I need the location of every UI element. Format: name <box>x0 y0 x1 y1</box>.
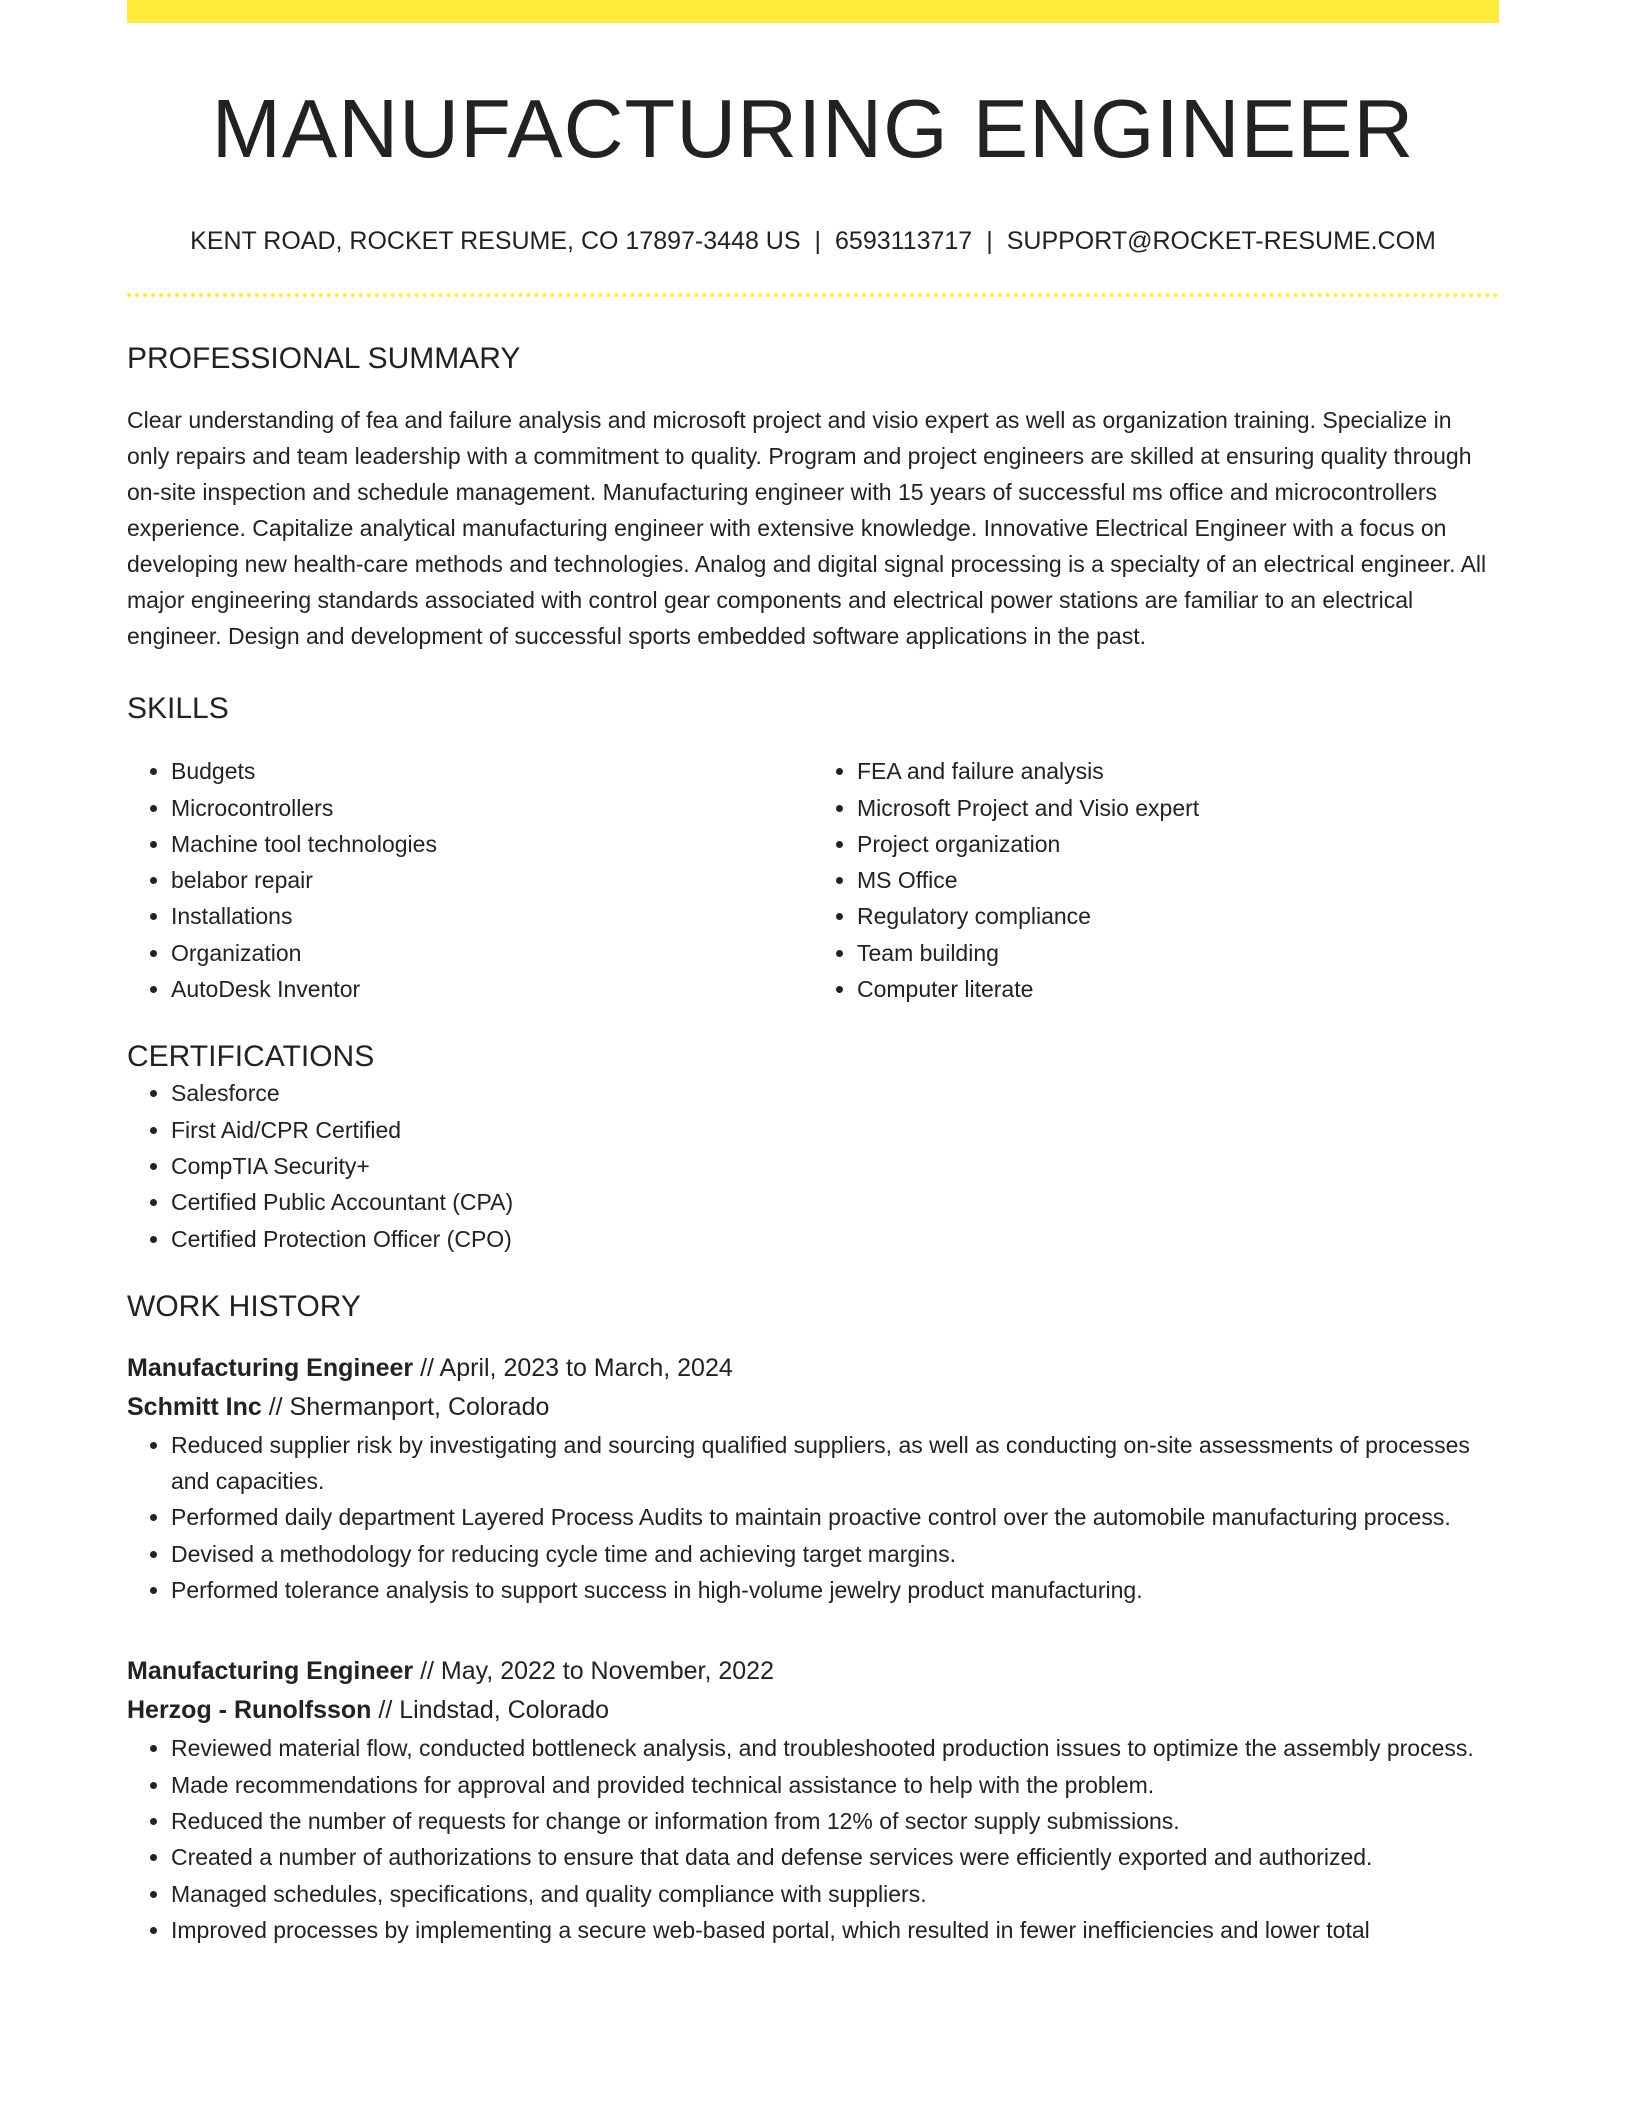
skills-columns <box>127 753 1499 1007</box>
address: KENT ROAD, ROCKET RESUME, CO 17897-3448 US <box>190 227 801 256</box>
job-achievements <box>127 1427 1499 1608</box>
job-company-line <box>127 1691 1499 1730</box>
skills-heading: SKILLS <box>127 692 229 726</box>
dotted-divider <box>127 293 1499 297</box>
skill-item: • Project organization <box>857 826 1499 862</box>
skills-list-left <box>127 753 813 1007</box>
job-achievements <box>127 1730 1499 1948</box>
job-location: // Shermanport, Colorado <box>261 1392 550 1421</box>
skills-list-right <box>813 753 1499 1007</box>
skill-item: • Machine tool technologies <box>171 826 813 862</box>
job-title-line <box>127 1652 1499 1691</box>
skill-item: • Organization <box>171 935 813 971</box>
job-achievement: • Improved processes by implementing a secure web-based portal, which resulted in fewer inefficiencies and lower total <box>171 1912 1499 1948</box>
job-company: Schmitt Inc <box>127 1392 262 1421</box>
certification-item: • Certified Public Accountant (CPA) <box>171 1184 1499 1220</box>
work-history-heading: WORK HISTORY <box>127 1289 361 1323</box>
job-entry <box>127 1349 1499 1608</box>
skill-item: • Installations <box>171 898 813 934</box>
job-achievement: • Made recommendations for approval and provided technical assistance to help with the problem. <box>171 1767 1499 1803</box>
contact-separator: | <box>814 227 822 256</box>
job-company: Herzog - Runolfsson <box>127 1696 372 1725</box>
certifications-list <box>127 1075 1499 1256</box>
skill-item: • AutoDesk Inventor <box>171 971 813 1007</box>
contact-line <box>127 226 1499 256</box>
job-dates: // May, 2022 to November, 2022 <box>413 1657 774 1686</box>
phone-number: 6593113717 <box>835 227 973 256</box>
skill-item: • MS Office <box>857 862 1499 898</box>
job-achievement: • Devised a methodology for reducing cycle time and achieving target margins. <box>171 1536 1499 1572</box>
job-location: // Lindstad, Colorado <box>371 1696 610 1725</box>
skill-item: • Budgets <box>171 753 813 789</box>
skill-item: • Microsoft Project and Visio expert <box>857 790 1499 826</box>
email-address[interactable]: SUPPORT@ROCKET-RESUME.COM <box>1006 227 1436 256</box>
certification-item: • Salesforce <box>171 1075 1499 1111</box>
skill-item: • Team building <box>857 935 1499 971</box>
job-company-line <box>127 1388 1499 1427</box>
certification-item: • First Aid/CPR Certified <box>171 1112 1499 1148</box>
job-role: Manufacturing Engineer <box>127 1353 414 1382</box>
job-title-line <box>127 1349 1499 1388</box>
skill-item: • belabor repair <box>171 862 813 898</box>
job-dates: // April, 2023 to March, 2024 <box>413 1353 733 1382</box>
job-achievement: • Performed tolerance analysis to support success in high-volume jewelry product manufacturing. <box>171 1572 1499 1608</box>
job-entry <box>127 1652 1499 1948</box>
certification-item: • Certified Protection Officer (CPO) <box>171 1221 1499 1257</box>
skill-item: • Computer literate <box>857 971 1499 1007</box>
contact-separator: | <box>986 227 993 256</box>
job-achievement: • Reviewed material flow, conducted bottleneck analysis, and troubleshooted production issues to optimize the assembly process. <box>171 1730 1499 1766</box>
resume-title: MANUFACTURING ENGINEER <box>211 82 1415 175</box>
accent-bar <box>127 0 1499 23</box>
job-achievement: • Created a number of authorizations to ensure that data and defense services were efficiently exported and authorized. <box>171 1839 1499 1875</box>
summary-heading: PROFESSIONAL SUMMARY <box>127 342 521 376</box>
resume-page <box>127 0 1499 1948</box>
job-achievement: • Managed schedules, specifications, and quality compliance with suppliers. <box>171 1876 1499 1912</box>
certifications-heading: CERTIFICATIONS <box>127 1040 375 1074</box>
job-achievement: • Performed daily department Layered Process Audits to maintain proactive control over the automobile manufacturing process. <box>171 1499 1499 1535</box>
skill-item: • FEA and failure analysis <box>857 753 1499 789</box>
job-role: Manufacturing Engineer <box>127 1657 414 1686</box>
skill-item: • Microcontrollers <box>171 790 813 826</box>
job-achievement: • Reduced the number of requests for change or information from 12% of sector supply submissions. <box>171 1803 1499 1839</box>
job-achievement: • Reduced supplier risk by investigating and sourcing qualified suppliers, as well as conducting on-site assessments of processes and capacities. <box>171 1427 1499 1500</box>
certification-item: • CompTIA Security+ <box>171 1148 1499 1184</box>
summary-text: Clear understanding of fea and failure analysis and microsoft project and visio expert as well as organization training. Specialize in only repairs and team leadership with a commitment to quality. Program and project engineers are skilled at ensuring quality through on-site inspection and schedule management. Manufacturing engineer with 15 years of successful ms office and microcontrollers experience. Capitalize analytical manufacturing engineer with extensive knowledge. Innovative Electrical Engineer with a focus on developing new health-care methods and technologies. Analog and digital signal processing is a specialty of an electrical engineer. All major engineering standards associated with control gear components and electrical power stations are familiar to an electrical engineer. Design and development of successful sports embedded software applications in the past. <box>127 407 1487 650</box>
skill-item: • Regulatory compliance <box>857 898 1499 934</box>
